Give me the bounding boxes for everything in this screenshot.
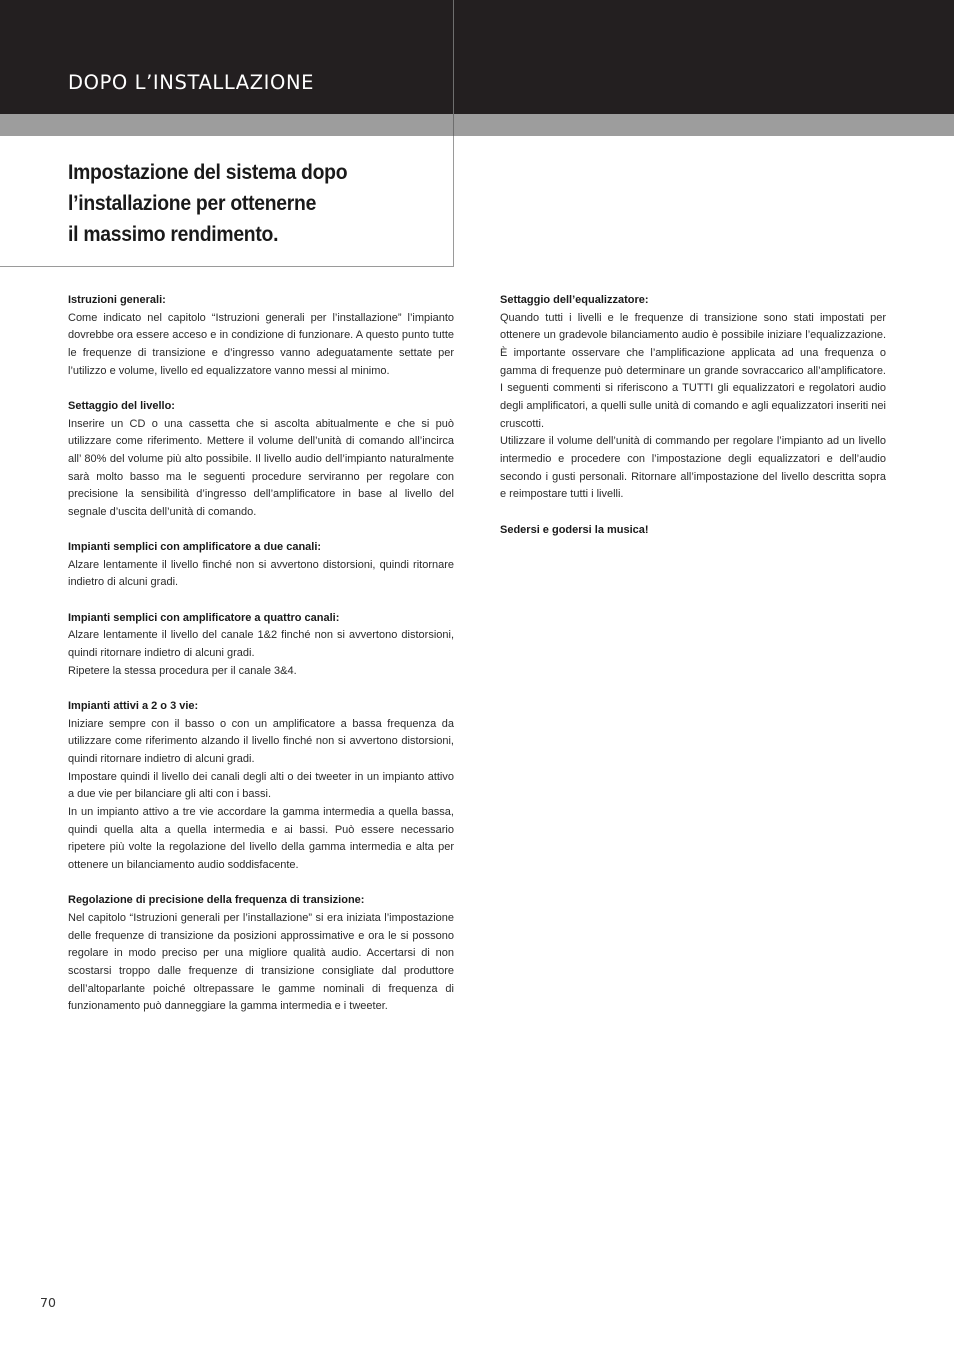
section-heading: Impianti attivi a 2 o 3 vie: — [68, 700, 199, 713]
section-equalizer-setting — [500, 292, 886, 504]
right-text-column — [500, 292, 886, 539]
section-paragraph: Alzare lentamente il livello finché non si avvertono distorsioni, quindi ritornare indietro di alcuni gradi. — [68, 558, 454, 589]
section-paragraph: Utilizzare il volume dell’unità di commando per regolare l’impianto ad un livello intermedio e procedere con l’impostazione degli equalizzatori e dell’audio secondo i gusti personali. Ritornare all’impostazione del livello descritta sopra e reimpostare tutti i livelli. — [500, 435, 886, 501]
section-active-systems — [68, 698, 454, 875]
closing-note: Sedersi e godersi la musica! — [500, 523, 649, 536]
headline-line-1: Impostazione del sistema dopo — [68, 160, 348, 184]
headline-line-3: il massimo rendimento. — [68, 222, 279, 246]
page-number: 70 — [40, 1295, 56, 1310]
section-paragraph: Iniziare sempre con il basso o con un amplificatore a bassa frequenza da utilizzare come riferimento alzando il livello finché non si avvertono distorsioni, quindi ritornare indietro di alcuni gradi. — [68, 717, 454, 765]
headline-box-bottom-border — [0, 266, 454, 267]
section-paragraph: Ripetere la stessa procedura per il canale 3&4. — [68, 664, 297, 677]
section-paragraph: Impostare quindi il livello dei canali degli alti o dei tweeter in un impianto attivo a due vie per bilanciare gli alti con i bassi. — [68, 770, 454, 801]
page-headline — [68, 157, 410, 250]
header-divider-line — [453, 0, 454, 136]
section-paragraph: In un impianto attivo a tre vie accordare la gamma intermedia a quella bassa, quindi quella alta a quella intermedia e ai bassi. Può essere necessario ripetere più volte la regolazione del livello della gamma intermedia e alta per ottenere un bilanciamento audio soddisfacente. — [68, 805, 454, 871]
left-text-column — [68, 292, 454, 1033]
header-grey-band — [0, 114, 954, 136]
header-bar — [0, 0, 954, 114]
section-heading: Impianti semplici con amplificatore a quattro canali: — [68, 611, 340, 624]
section-heading: Settaggio del livello: — [68, 399, 175, 412]
section-heading: Settaggio dell’equalizzatore: — [500, 294, 649, 306]
section-four-channel — [68, 610, 454, 681]
headline-box-right-border — [453, 136, 454, 266]
section-heading: Regolazione di precisione della frequenza di transizione: — [68, 894, 365, 907]
section-heading: Impianti semplici con amplificatore a due canali: — [68, 541, 322, 554]
section-paragraph: Alzare lentamente il livello del canale 1&2 finché non si avvertono distorsioni, quindi ritornare indietro di alcuni gradi. — [68, 629, 454, 660]
section-paragraph: Come indicato nel capitolo “Istruzioni generali per l’installazione” l’impianto dovrebbe ora essere acceso e in condizione di funzionare. A questo punto tutte le frequenze di transizione e d’ingresso vanno adeguatamente settate per l’utilizzo e volume, livello ed equalizzatore vanno messi al minimo. — [68, 311, 454, 377]
section-title: DOPO L’INSTALLAZIONE — [68, 71, 315, 94]
section-paragraph: Inserire un CD o una cassetta che si ascolta abitualmente e che si può utilizzare come riferimento. Mettere il volume dell’unità di comando all’incirca all’ 80% del volume più alto possibile. Il livello audio dell’impianto naturalmente sarà molto basso ma le seguenti procedure serviranno per regolare con precisione la sensibilità d’ingresso dell’amplificatore in base al livello del segnale d’uscita dell’unità di comando. — [68, 417, 454, 518]
headline-line-2: l’installazione per ottenerne — [68, 191, 317, 215]
section-crossover-tuning — [68, 892, 454, 1016]
section-heading: Istruzioni generali: — [68, 294, 166, 306]
section-paragraph: Quando tutti i livelli e le frequenze di transizione sono stati impostati per ottenere un gradevole bilanciamento audio è possibile iniziare l’equalizzazione. È importante osservare che l’amplificazione applicata ad una frequenza o gamma di frequenze può determinare un grande sovraccarico all’amplificatore. I seguenti commenti si riferiscono a TUTTI gli equalizzatori e regolatori audio degli amplificatori, a quelli sulle unità di comando e agli equalizzatori inseriti nei cruscotti. — [500, 311, 886, 430]
section-two-channel — [68, 539, 454, 592]
section-paragraph: Nel capitolo “Istruzioni generali per l’installazione” si era iniziata l’impostazione delle frequenze di transizione da posizioni approssimative e ora le si possono regolare in modo preciso per una migliore qualità audio. Accertarsi di non scostarsi troppo dalle frequenze di transizione consigliate dal produttore dell’altoparlante poiché oltrepassare le gamme nominali di frequenza di funzionamento può danneggiare la gamma intermedia e i tweeter. — [68, 911, 454, 1013]
section-level-setting — [68, 398, 454, 522]
section-general-instructions — [68, 292, 454, 380]
